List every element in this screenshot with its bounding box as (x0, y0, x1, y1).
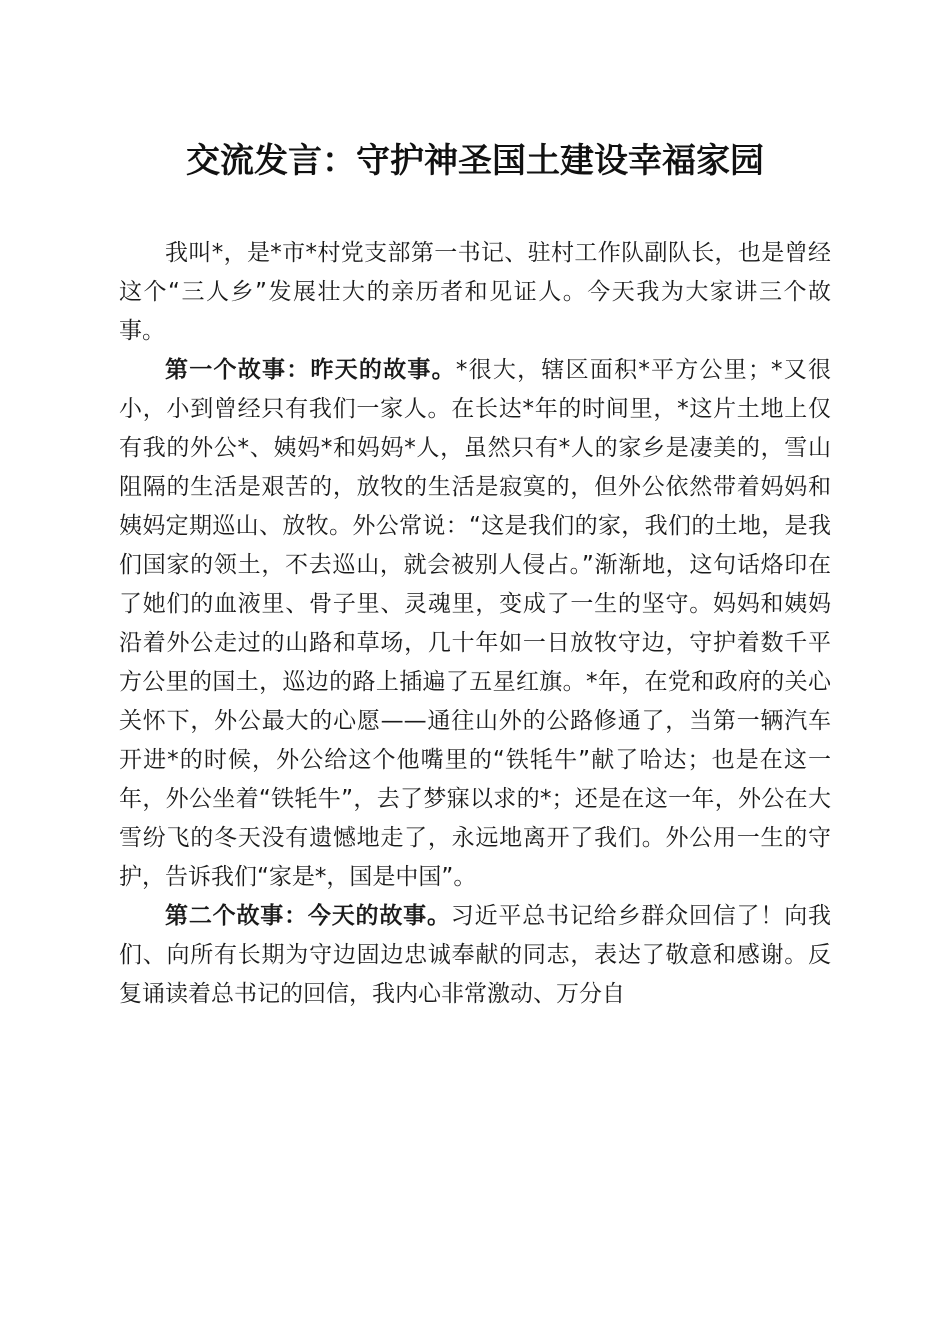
paragraph-lead: 第一个故事：昨天的故事。 (165, 357, 456, 383)
document-body (119, 234, 831, 1014)
paragraph-text: 习近平总书记给乡群众回信了！向我们、向所有长期为守边固边忠诚奉献的同志，表达了敬意和感谢。反复诵读着总书记的回信，我内心非常激动、万分自 (119, 903, 832, 1007)
paragraph-text: *很大，辖区面积*平方公里；*又很小，小到曾经只有我们一家人。在长达*年的时间里，*这片土地上仅有我的外公*、姨妈*和妈妈*人，虽然只有*人的家乡是凄美的，雪山阻隔的生活是艰苦的，放牧的生活是寂寞的，但外公依然带着妈妈和姨妈定期巡山、放牧。外公常说：“这是我们的家，我们的土地，是我们国家的领土，不去巡山，就会被别人侵占。”渐渐地，这句话烙印在了她们的血液里、骨子里、灵魂里，变成了一生的坚守。妈妈和姨妈沿着外公走过的山路和草场，几十年如一日放牧守边，守护着数千平方公里的国土，巡边的路上插遍了五星红旗。*年，在党和政府的关心关怀下，外公最大的心愿——通往山外的公路修通了，当第一辆汽车开进*的时候，外公给这个他嘴里的“铁牦牛”献了哈达；也是在这一年，外公坐着“铁牦牛”，去了梦寐以求的*；还是在这一年，外公在大雪纷飞的冬天没有遗憾地走了，永远地离开了我们。外公用一生的守护，告诉我们“家是*，国是中国”。 (119, 357, 832, 890)
paragraph-text: 我叫*，是*市*村党支部第一书记、驻村工作队副队长，也是曾经这个“三人乡”发展壮大的亲历者和见证人。今天我为大家讲三个故事。 (119, 240, 831, 344)
paragraph-intro (119, 234, 831, 351)
paragraph-story-one (119, 351, 831, 897)
document-title: 交流发言：守护神圣国土建设幸福家园 (186, 141, 764, 181)
paragraph-lead: 第二个故事：今天的故事。 (165, 903, 451, 929)
paragraph-story-two (119, 897, 831, 1014)
